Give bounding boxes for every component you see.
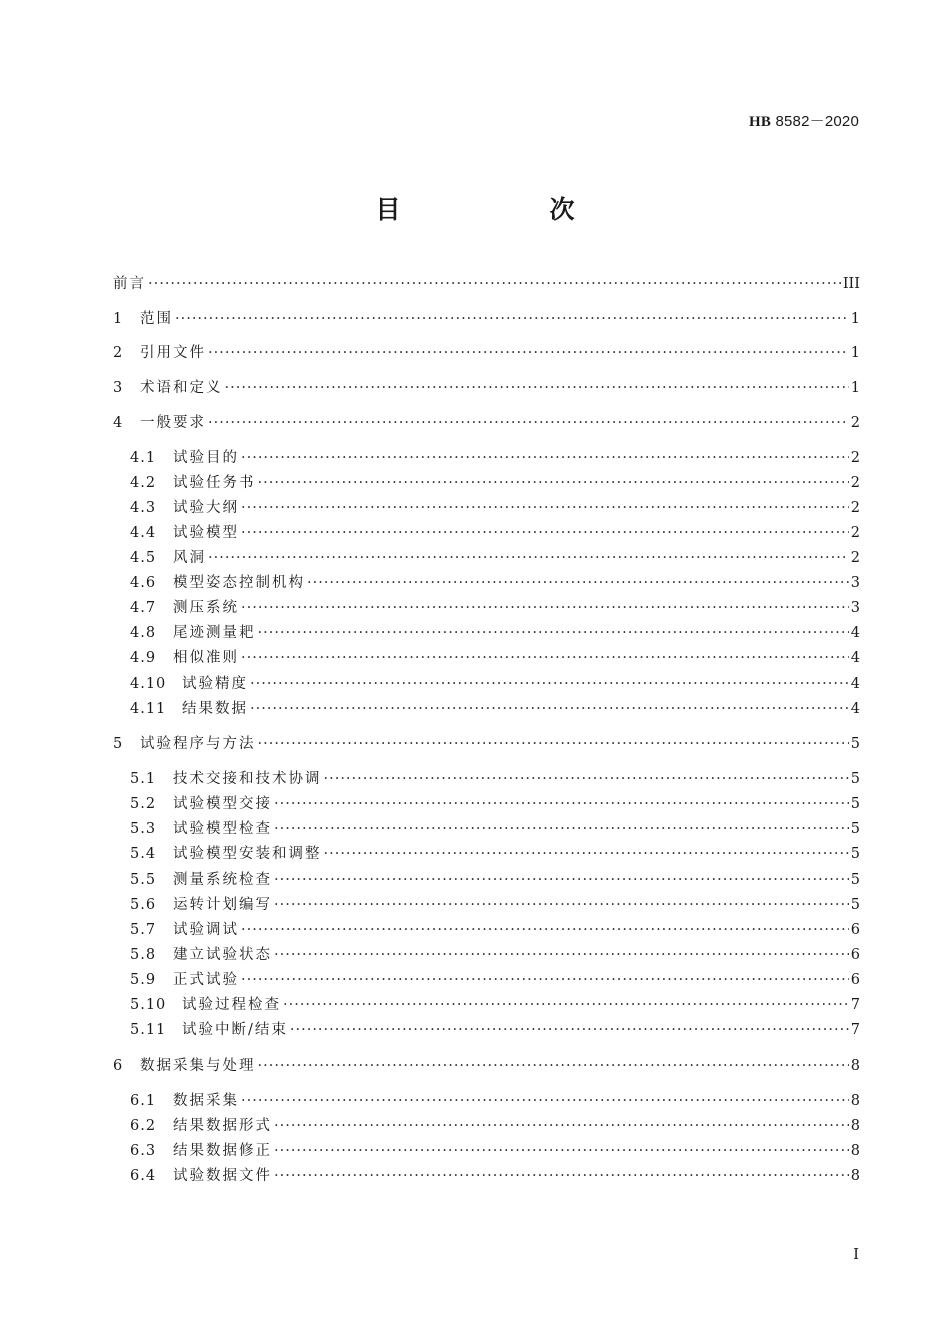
toc-entry-page: 2 <box>850 500 860 516</box>
toc-entry-page: 5 <box>850 821 860 837</box>
toc-entry[interactable] <box>130 473 860 493</box>
toc-entry-label: 相似准则 <box>173 650 239 666</box>
toc-entry[interactable] <box>130 819 860 839</box>
toc-entry-page: 3 <box>850 600 860 616</box>
toc-entry-page: 4 <box>850 701 860 717</box>
toc-entry[interactable] <box>130 794 860 814</box>
toc-entry-number: 5.3 <box>130 821 157 837</box>
toc-entry[interactable] <box>130 1091 860 1111</box>
toc-entry-number: 6.2 <box>130 1118 157 1134</box>
toc-entry-page: 3 <box>850 575 860 591</box>
toc-leader-dots <box>258 1056 849 1076</box>
toc-entry-number: 6.3 <box>130 1143 157 1159</box>
toc-leader-dots <box>148 274 841 294</box>
toc-entry-label: 试验目的 <box>173 450 239 466</box>
toc-entry-number: 4.3 <box>130 500 157 516</box>
toc-leader-dots <box>274 1116 849 1136</box>
toc-entry-page: 2 <box>850 450 860 466</box>
toc-entry-number: 4.7 <box>130 600 157 616</box>
toc-entry[interactable] <box>130 1166 860 1186</box>
toc-entry-number: 1 <box>113 311 123 327</box>
toc-entry[interactable] <box>130 623 860 643</box>
footer-page-number: I <box>853 1245 859 1263</box>
toc-leader-dots <box>324 844 849 864</box>
toc-entry-label: 试验调试 <box>173 922 239 938</box>
toc-entry[interactable] <box>130 498 860 518</box>
toc-leader-dots <box>250 674 849 694</box>
toc-entry-label: 模型姿态控制机构 <box>173 575 305 591</box>
toc-entry-number: 4 <box>113 415 123 431</box>
toc-leader-dots <box>208 548 849 568</box>
toc-title: 目 次 <box>375 195 637 224</box>
toc-entry-label: 结果数据 <box>182 701 248 717</box>
toc-entry-label: 数据采集与处理 <box>140 1058 256 1074</box>
toc-entry-number: 5.10 <box>130 997 167 1013</box>
toc-entry-number: 5.1 <box>130 771 157 787</box>
toc-leader-dots <box>258 734 849 754</box>
toc-entry-page: 5 <box>850 872 860 888</box>
toc-entry-page: 1 <box>850 380 860 396</box>
toc-entry-label: 建立试验状态 <box>173 947 272 963</box>
toc-entry-label: 试验模型检查 <box>173 821 272 837</box>
toc-entry-page: 5 <box>850 846 860 862</box>
toc-entry-number: 4.11 <box>130 701 167 717</box>
toc-leader-dots <box>241 648 849 668</box>
toc-entry[interactable] <box>130 970 860 990</box>
toc-entry[interactable] <box>113 734 860 754</box>
toc-leader-dots <box>208 413 849 433</box>
toc-entry-label: 试验中断/结束 <box>182 1022 288 1038</box>
toc-entry-page: 6 <box>850 922 860 938</box>
toc-entry-page: 5 <box>850 796 860 812</box>
toc-leader-dots <box>241 448 849 468</box>
toc-leader-dots <box>241 970 849 990</box>
toc-entry-number: 5.9 <box>130 972 157 988</box>
toc-entry[interactable] <box>130 995 860 1015</box>
toc-entry-label: 试验模型交接 <box>173 796 272 812</box>
toc-entry-page: 2 <box>850 525 860 541</box>
toc-entry[interactable] <box>130 844 860 864</box>
toc-entry-label: 试验模型 <box>173 525 239 541</box>
toc-entry-label: 试验过程检查 <box>182 997 281 1013</box>
toc-leader-dots <box>241 598 849 618</box>
toc-leader-dots <box>274 1141 849 1161</box>
toc-entry[interactable] <box>130 769 860 789</box>
toc-entry-number: 6 <box>113 1058 123 1074</box>
toc-leader-dots <box>175 309 849 329</box>
toc-leader-dots <box>241 498 849 518</box>
toc-entry-number: 4.5 <box>130 550 157 566</box>
toc-entry-label: 结果数据形式 <box>173 1118 272 1134</box>
toc-entry-page: 2 <box>850 550 860 566</box>
toc-entry[interactable] <box>130 895 860 915</box>
toc-entry-label: 试验任务书 <box>173 475 256 491</box>
toc-entry-label: 技术交接和技术协调 <box>173 771 322 787</box>
toc-entry-page: 4 <box>850 650 860 666</box>
toc-leader-dots <box>241 523 849 543</box>
toc-entry-page: 8 <box>850 1168 860 1184</box>
toc-entry-label: 引用文件 <box>140 345 206 361</box>
toc-leader-dots <box>324 769 849 789</box>
toc-leader-dots <box>290 1020 849 1040</box>
toc-entry-label: 正式试验 <box>173 972 239 988</box>
toc-entry-number: 5.7 <box>130 922 157 938</box>
toc-entry[interactable] <box>130 548 860 568</box>
toc-entry-page: 8 <box>850 1058 860 1074</box>
toc-entry[interactable] <box>113 343 860 363</box>
toc-entry[interactable] <box>130 699 860 719</box>
toc-entry-page: 6 <box>850 972 860 988</box>
toc-entry-number: 4.2 <box>130 475 157 491</box>
standard-number: 8582－2020 <box>775 113 859 130</box>
toc-leader-dots <box>274 1166 849 1186</box>
toc-entry-page: 8 <box>850 1118 860 1134</box>
toc-leader-dots <box>307 573 849 593</box>
toc-leader-dots <box>258 473 849 493</box>
toc-entry-page: 5 <box>850 897 860 913</box>
toc-entry[interactable] <box>130 448 860 468</box>
toc-entry[interactable] <box>130 573 860 593</box>
toc-entry-page: 8 <box>850 1143 860 1159</box>
standard-prefix: HB <box>749 114 772 130</box>
toc-leader-dots <box>208 343 849 363</box>
toc-leader-dots <box>274 945 849 965</box>
toc-entry-number: 5.6 <box>130 897 157 913</box>
toc-entry-number: 5.5 <box>130 872 157 888</box>
toc-entry-label: 试验大纲 <box>173 500 239 516</box>
toc-entry-number: 4.10 <box>130 676 167 692</box>
toc-entry-number: 5.8 <box>130 947 157 963</box>
toc-entry-page: 2 <box>850 475 860 491</box>
toc-entry[interactable] <box>130 648 860 668</box>
toc-entry-number: 6.1 <box>130 1093 157 1109</box>
toc-entry-number: 3 <box>113 380 123 396</box>
toc-entry[interactable] <box>113 1056 860 1076</box>
toc-entry-number: 5 <box>113 736 123 752</box>
toc-entry-label: 测压系统 <box>173 600 239 616</box>
toc-entry-label: 数据采集 <box>173 1093 239 1109</box>
toc-entry-label: 一般要求 <box>140 415 206 431</box>
toc-entry[interactable] <box>130 523 860 543</box>
toc-entry-label: 试验精度 <box>182 676 248 692</box>
toc-entry[interactable] <box>113 309 860 329</box>
toc-leader-dots <box>241 920 849 940</box>
toc-entry-page: 2 <box>850 415 860 431</box>
toc-entry-page: 4 <box>850 625 860 641</box>
toc-entry-page: 8 <box>850 1093 860 1109</box>
toc-entry-label: 前言 <box>113 276 146 292</box>
toc-entry-number: 4.8 <box>130 625 157 641</box>
toc-entry-page: 1 <box>850 345 860 361</box>
toc-entry[interactable] <box>130 674 860 694</box>
toc-leader-dots <box>274 895 849 915</box>
toc-entry-page: 5 <box>850 736 860 752</box>
toc-entry-page: 7 <box>850 1022 860 1038</box>
toc-entry-number: 2 <box>113 345 123 361</box>
toc-entry[interactable] <box>113 378 860 398</box>
toc-entry-page: 1 <box>850 311 860 327</box>
toc-leader-dots <box>274 870 849 890</box>
standard-code <box>749 110 859 131</box>
toc-entry-label: 范围 <box>140 311 173 327</box>
toc-leader-dots <box>241 1091 849 1111</box>
toc-entry-number: 6.4 <box>130 1168 157 1184</box>
toc-entry-label: 术语和定义 <box>140 380 223 396</box>
toc-entry-label: 风洞 <box>173 550 206 566</box>
toc-entry-number: 4.6 <box>130 575 157 591</box>
toc-entry-page: 5 <box>850 771 860 787</box>
toc-leader-dots <box>250 699 849 719</box>
toc-entry-number: 4.9 <box>130 650 157 666</box>
toc-entry[interactable] <box>130 920 860 940</box>
toc-entry-label: 测量系统检查 <box>173 872 272 888</box>
toc-entry[interactable] <box>113 274 860 294</box>
toc-entry[interactable] <box>130 1116 860 1136</box>
toc-entry-label: 试验数据文件 <box>173 1168 272 1184</box>
toc-leader-dots <box>225 378 849 398</box>
toc-entry-page: 4 <box>850 676 860 692</box>
toc-leader-dots <box>258 623 849 643</box>
toc-entry-label: 试验程序与方法 <box>140 736 256 752</box>
toc-entry[interactable] <box>130 1020 860 1040</box>
toc-entry-number: 5.11 <box>130 1022 167 1038</box>
toc-entry-label: 尾迹测量耙 <box>173 625 256 641</box>
toc-leader-dots <box>283 995 849 1015</box>
toc-entry-label: 结果数据修正 <box>173 1143 272 1159</box>
toc-entry-number: 5.4 <box>130 846 157 862</box>
toc-entry-number: 4.1 <box>130 450 157 466</box>
toc-entry-page: 7 <box>850 997 860 1013</box>
toc-entry-page: 6 <box>850 947 860 963</box>
toc-entry[interactable] <box>130 598 860 618</box>
toc-entry-label: 运转计划编写 <box>173 897 272 913</box>
toc-entry[interactable] <box>130 1141 860 1161</box>
toc-entry-number: 5.2 <box>130 796 157 812</box>
toc-entry[interactable] <box>130 945 860 965</box>
toc-entry[interactable] <box>130 870 860 890</box>
toc-entry-label: 试验模型安装和调整 <box>173 846 322 862</box>
toc-entry-number: 4.4 <box>130 525 157 541</box>
toc-leader-dots <box>274 819 849 839</box>
toc-entry[interactable] <box>113 413 860 433</box>
toc-leader-dots <box>274 794 849 814</box>
toc-entry-page: III <box>842 276 860 292</box>
